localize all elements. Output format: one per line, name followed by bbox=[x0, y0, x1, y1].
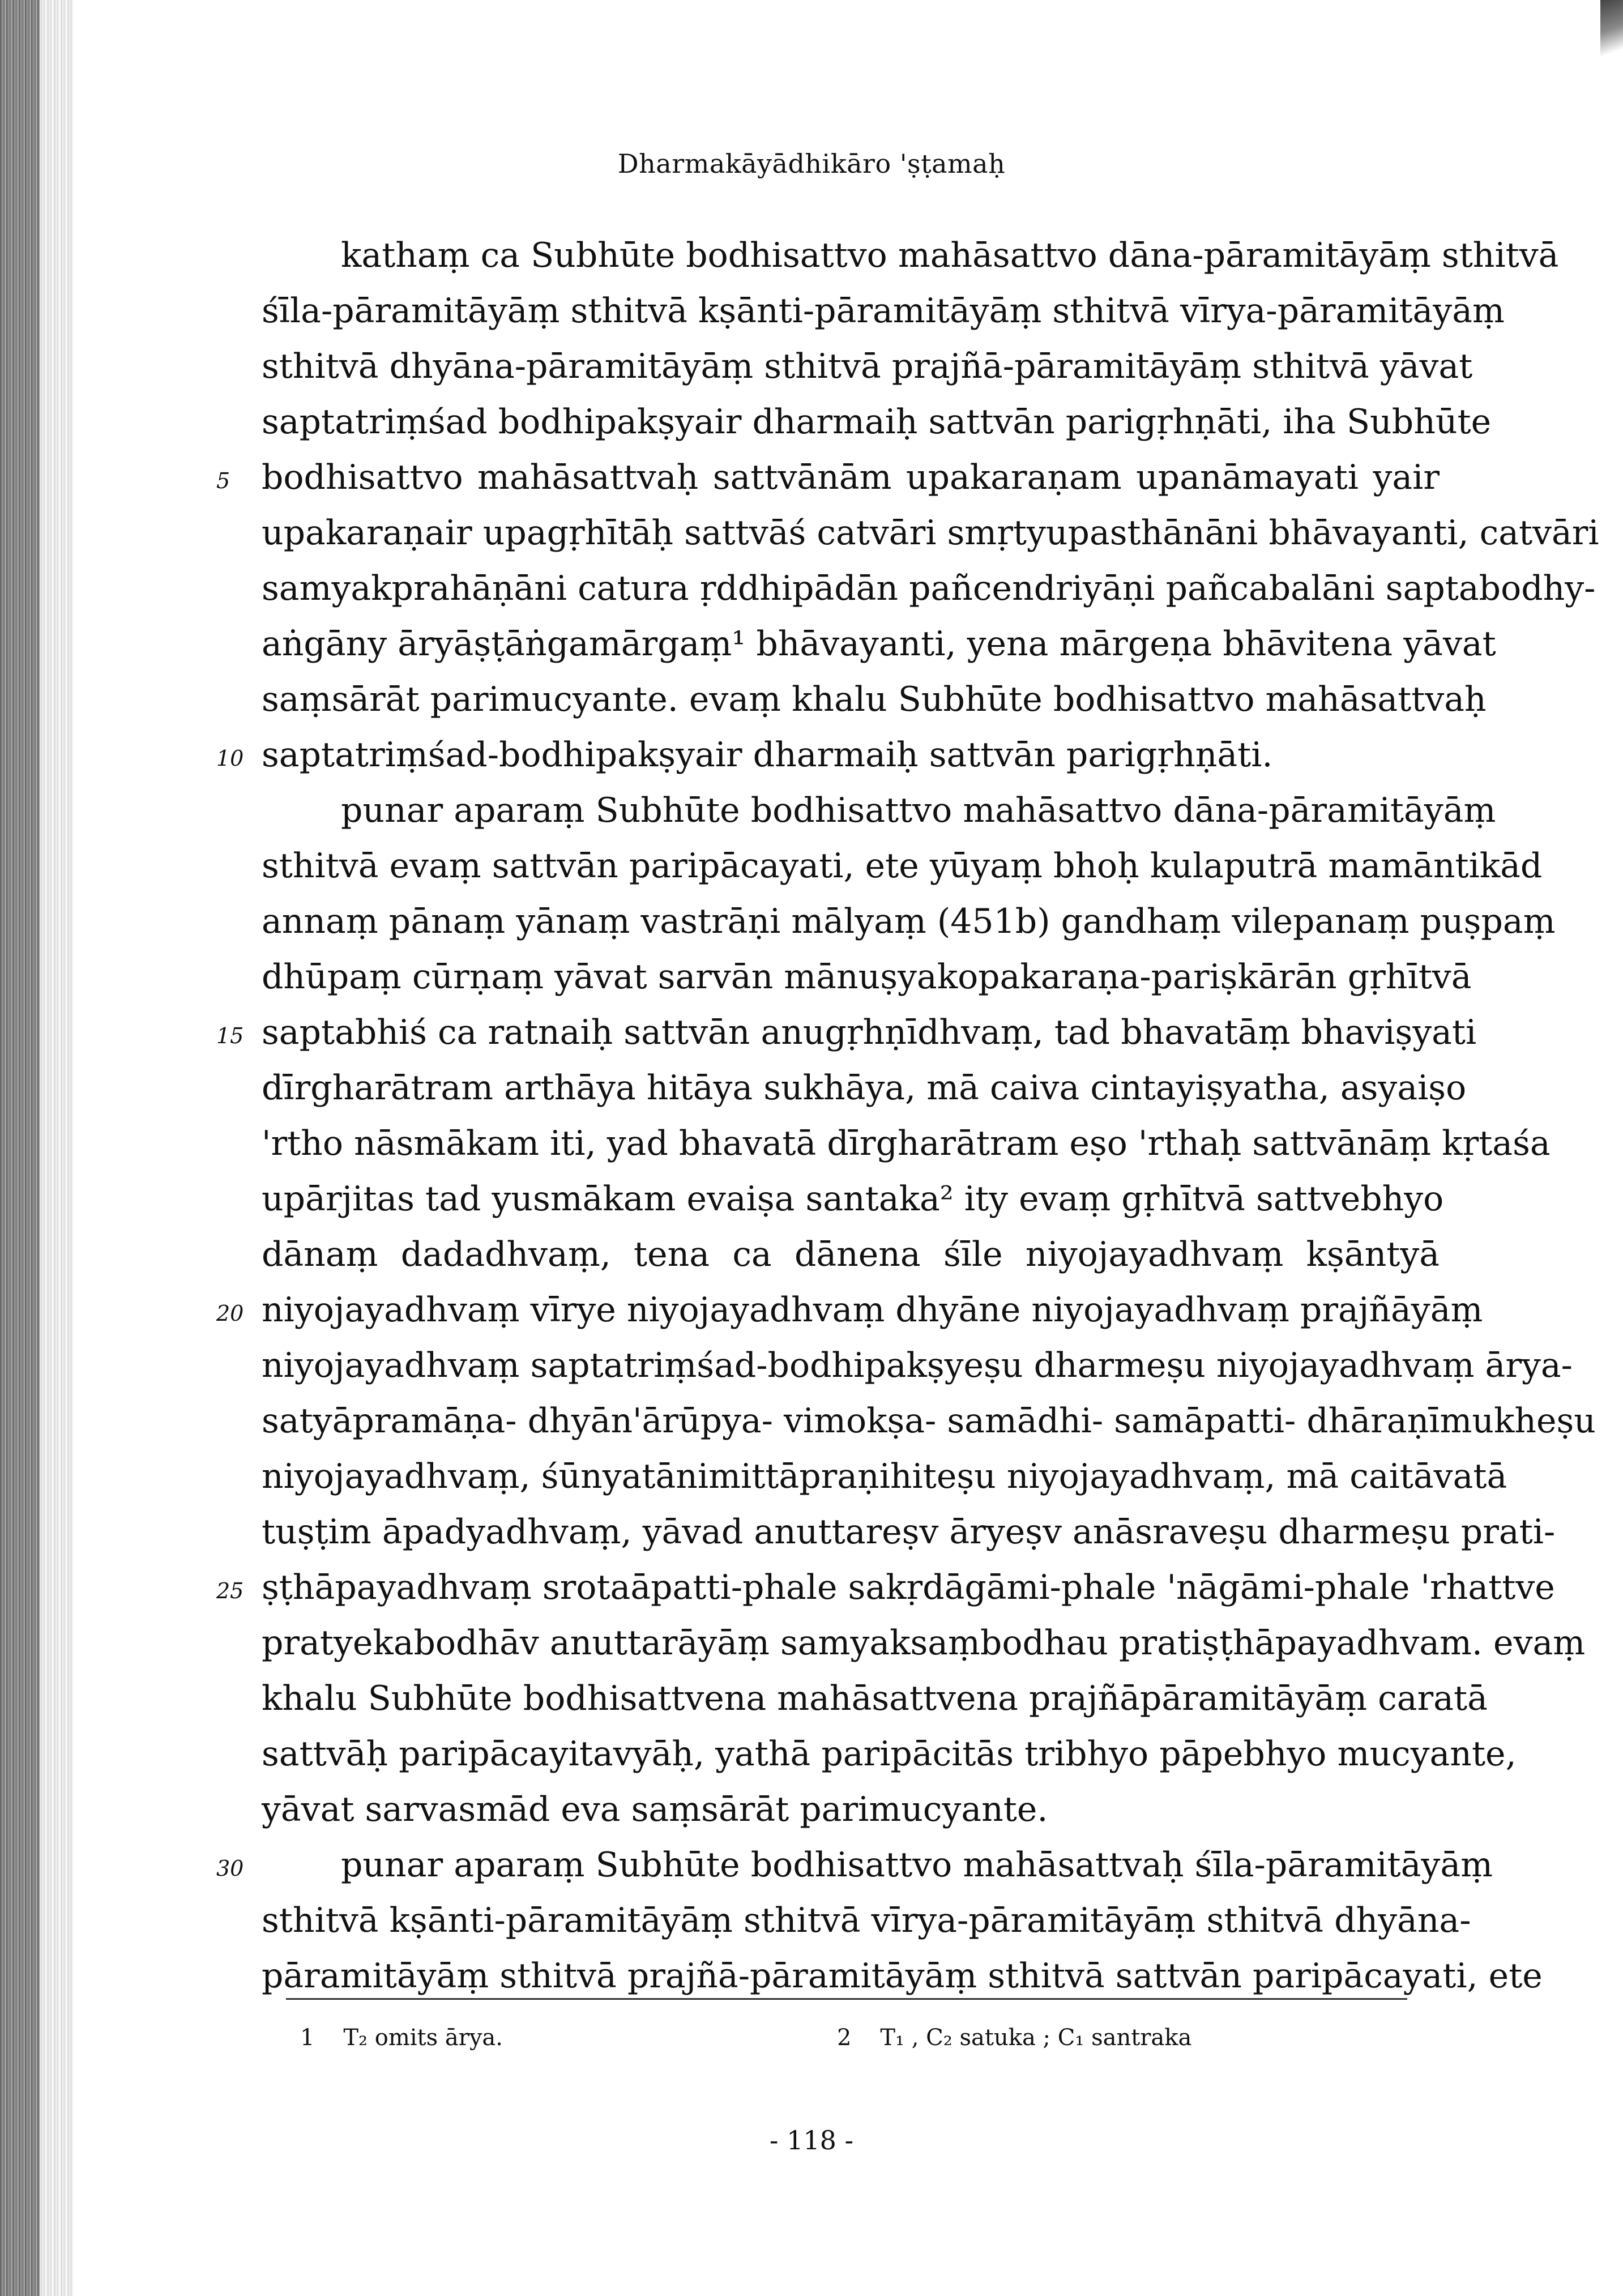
text-line bbox=[262, 339, 1473, 394]
line-text: upakaraṇair upagṛhītāḥ sattvāś catvāri smṛtyupasthānāni bhāvayanti, catvāri bbox=[262, 513, 1599, 553]
text-line bbox=[262, 838, 1543, 894]
footnote-rule bbox=[286, 1998, 1407, 2000]
body-text bbox=[216, 228, 1599, 2004]
line-text: sattvāḥ paripācayitavyāḥ, yathā paripācitās tribhyo pāpebhyo mucyante, bbox=[262, 1734, 1517, 1774]
line-text: yāvat sarvasmād eva saṃsārāt parimucyante. bbox=[262, 1790, 1048, 1829]
line-text: punar aparaṃ Subhūte bodhisattvo mahāsattvaḥ śīla-pāramitāyāṃ bbox=[341, 1845, 1493, 1885]
text-line bbox=[262, 1171, 1444, 1227]
line-text: dānaṃ dadadhvaṃ, tena ca dānena śīle niyojayadhvaṃ kṣāntyā bbox=[262, 1235, 1440, 1274]
footnote-text: T₂ omits ārya. bbox=[343, 2025, 503, 2051]
text-line bbox=[262, 1726, 1517, 1782]
running-head: Dharmakāyādhikāro 'ṣṭamaḥ bbox=[617, 148, 1006, 179]
line-text: bodhisattvo mahāsattvaḥ sattvānām upakaraṇam upanāmayati yair bbox=[262, 458, 1440, 497]
line-number: 30 bbox=[216, 1856, 244, 1881]
line-number: 10 bbox=[216, 746, 244, 771]
line-text: sthitvā evaṃ sattvān paripācayati, ete yūyaṃ bhoḥ kulaputrā mamāntikād bbox=[262, 846, 1543, 886]
line-text: niyojayadhvaṃ vīrye niyojayadhvaṃ dhyāne niyojayadhvaṃ prajñāyāṃ bbox=[262, 1290, 1483, 1330]
line-text: 'rtho nāsmākam iti, yad bhavatā dīrgharātram eṣo 'rthaḥ sattvānāṃ kṛtaśa bbox=[262, 1124, 1551, 1163]
line-text: upārjitas tad yusmākam evaiṣa santaka² ity evaṃ gṛhītvā sattvebhyo bbox=[262, 1179, 1444, 1219]
line-text: tuṣṭim āpadyadhvaṃ, yāvad anuttareṣv āryeṣv anāsraveṣu dharmeṣu prati- bbox=[262, 1512, 1556, 1552]
text-line bbox=[262, 1116, 1551, 1171]
text-line bbox=[262, 616, 1496, 672]
text-line bbox=[216, 1837, 1493, 1893]
text-line bbox=[216, 727, 1440, 783]
footnote-number: 1 bbox=[300, 2025, 315, 2051]
line-text: kathaṃ ca Subhūte bodhisattvo mahāsattvo dāna-pāramitāyāṃ sthitvā bbox=[341, 236, 1559, 275]
line-number: 15 bbox=[216, 1023, 244, 1048]
footnote-text: T₁ , C₂ satuka ; C₁ santraka bbox=[880, 2025, 1192, 2051]
text-line bbox=[262, 505, 1599, 561]
line-text: aṅgāny āryāṣṭāṅgamārgaṃ¹ bhāvayanti, yena mārgeṇa bhāvitena yāvat bbox=[262, 624, 1496, 664]
line-text: sthitvā kṣānti-pāramitāyāṃ sthitvā vīrya-pāramitāyāṃ sthitvā dhyāna- bbox=[262, 1901, 1471, 1940]
text-line bbox=[262, 394, 1492, 450]
text-line bbox=[216, 450, 1440, 505]
line-text: dīrgharātram arthāya hitāya sukhāya, mā caiva cintayiṣyatha, asyaiṣo bbox=[262, 1068, 1467, 1108]
line-text: khalu Subhūte bodhisattvena mahāsattvena prajñāpāramitāyāṃ caratā bbox=[262, 1679, 1488, 1718]
text-line bbox=[262, 1060, 1467, 1116]
page-corner-shadow bbox=[1600, 0, 1623, 74]
text-line bbox=[262, 1504, 1556, 1560]
line-number: 25 bbox=[216, 1578, 244, 1603]
text-line bbox=[262, 949, 1472, 1005]
text-line bbox=[262, 894, 1556, 949]
line-text: satyāpramāṇa- dhyān'ārūpya- vimokṣa- samādhi- samāpatti- dhāraṇīmukheṣu bbox=[262, 1401, 1596, 1441]
binding-shadow bbox=[0, 0, 40, 2296]
text-line bbox=[262, 561, 1596, 616]
line-text: saptatriṃśad bodhipakṣyair dharmaiḥ sattvān parigṛhṇāti, iha Subhūte bbox=[262, 402, 1492, 442]
text-line bbox=[262, 1227, 1440, 1282]
line-text: niyojayadhvaṃ, śūnyatānimittāpraṇihiteṣu niyojayadhvaṃ, mā caitāvatā bbox=[262, 1457, 1507, 1496]
line-text: śīla-pāramitāyāṃ sthitvā kṣānti-pāramitāyāṃ sthitvā vīrya-pāramitāyāṃ bbox=[262, 291, 1505, 331]
text-line bbox=[262, 1671, 1488, 1726]
text-line bbox=[216, 1005, 1477, 1060]
line-text: dhūpaṃ cūrṇaṃ yāvat sarvān mānuṣyakopakaraṇa-pariṣkārān gṛhītvā bbox=[262, 957, 1472, 997]
page-number: - 118 - bbox=[769, 2125, 854, 2156]
text-line bbox=[262, 1782, 1440, 1837]
text-line bbox=[262, 283, 1505, 339]
line-text: ṣṭhāpayadhvaṃ srotaāpatti-phale sakṛdāgāmi-phale 'nāgāmi-phale 'rhattve bbox=[262, 1568, 1555, 1607]
footnote-1 bbox=[300, 2025, 503, 2051]
text-line bbox=[262, 672, 1487, 727]
line-text: punar aparaṃ Subhūte bodhisattvo mahāsattvo dāna-pāramitāyāṃ bbox=[341, 791, 1496, 830]
text-line bbox=[262, 1615, 1586, 1671]
text-line bbox=[262, 783, 1496, 838]
line-text: pāramitāyāṃ sthitvā prajñā-pāramitāyāṃ sthitvā sattvān paripācayati, ete bbox=[262, 1956, 1543, 1996]
text-line bbox=[262, 1893, 1471, 1948]
line-text: saptabhiś ca ratnaiḥ sattvān anugṛhṇīdhvaṃ, tad bhavatāṃ bhaviṣyati bbox=[262, 1013, 1477, 1052]
line-text: sthitvā dhyāna-pāramitāyāṃ sthitvā prajñā-pāramitāyāṃ sthitvā yāvat bbox=[262, 347, 1473, 386]
text-line bbox=[262, 1449, 1507, 1504]
text-line bbox=[262, 228, 1559, 283]
line-number: 5 bbox=[216, 468, 230, 493]
line-text: saptatriṃśad-bodhipakṣyair dharmaiḥ sattvān parigṛhṇāti. bbox=[262, 735, 1273, 775]
line-text: samyakprahāṇāni catura ṛddhipādān pañcendriyāṇi pañcabalāni saptabodhy- bbox=[262, 569, 1596, 608]
line-number: 20 bbox=[216, 1301, 244, 1326]
line-text: saṃsārāt parimucyante. evaṃ khalu Subhūte bodhisattvo mahāsattvaḥ bbox=[262, 680, 1487, 719]
text-line bbox=[262, 1948, 1543, 2004]
line-text: annaṃ pānaṃ yānaṃ vastrāṇi mālyaṃ (451b) gandhaṃ vilepanaṃ puṣpaṃ bbox=[262, 902, 1556, 941]
text-line bbox=[216, 1282, 1483, 1338]
text-line bbox=[262, 1393, 1596, 1449]
line-text: pratyekabodhāv anuttarāyāṃ samyaksaṃbodhau pratiṣṭhāpayadhvam. evaṃ bbox=[262, 1623, 1586, 1663]
text-line bbox=[262, 1338, 1573, 1393]
footnote-number: 2 bbox=[837, 2025, 852, 2051]
line-text: niyojayadhvaṃ saptatriṃśad-bodhipakṣyeṣu dharmeṣu niyojayadhvaṃ ārya- bbox=[262, 1346, 1573, 1385]
text-line bbox=[216, 1560, 1555, 1615]
footnote-2 bbox=[837, 2025, 1191, 2051]
